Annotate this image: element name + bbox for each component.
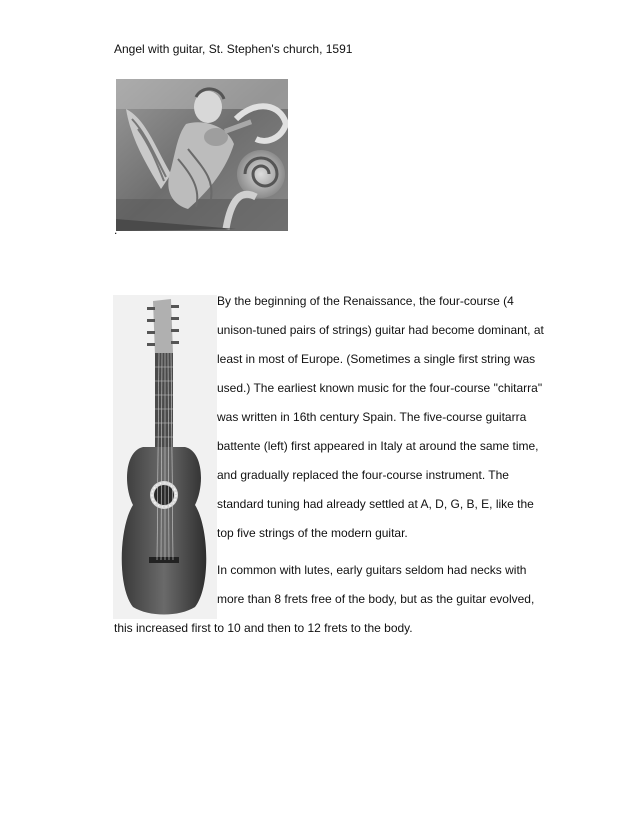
text-line: In common with lutes, early guitars seldom had necks with (217, 563, 527, 577)
paragraph-frets (217, 556, 577, 614)
text-line: this increased first to 10 and then to 12 frets to the body. (114, 621, 413, 635)
text-line: was written in 16th century Spain. The five-course guitarra (217, 410, 527, 424)
paragraph-renaissance (217, 287, 577, 548)
guitarra-battente-photo (113, 295, 217, 619)
text-line: standard tuning had already settled at A, D, G, B, E, like the (217, 497, 534, 511)
angel-relief-photo (116, 79, 288, 231)
text-line: By the beginning of the Renaissance, the four-course (4 (217, 294, 514, 308)
text-line: more than 8 frets free of the body, but as the guitar evolved, (217, 592, 535, 606)
text-line: least in most of Europe. (Sometimes a single first string was (217, 352, 536, 366)
stray-mark: . (114, 223, 118, 237)
text-line: battente (left) first appeared in Italy at around the same time, (217, 439, 539, 453)
text-line: used.) The earliest known music for the four-course "chitarra" (217, 381, 543, 395)
text-line: unison-tuned pairs of strings) guitar had become dominant, at (217, 323, 544, 337)
text-line: top five strings of the modern guitar. (217, 526, 408, 540)
text-line: and gradually replaced the four-course instrument. The (217, 468, 509, 482)
figure-caption: Angel with guitar, St. Stephen's church, 1591 (114, 42, 353, 56)
